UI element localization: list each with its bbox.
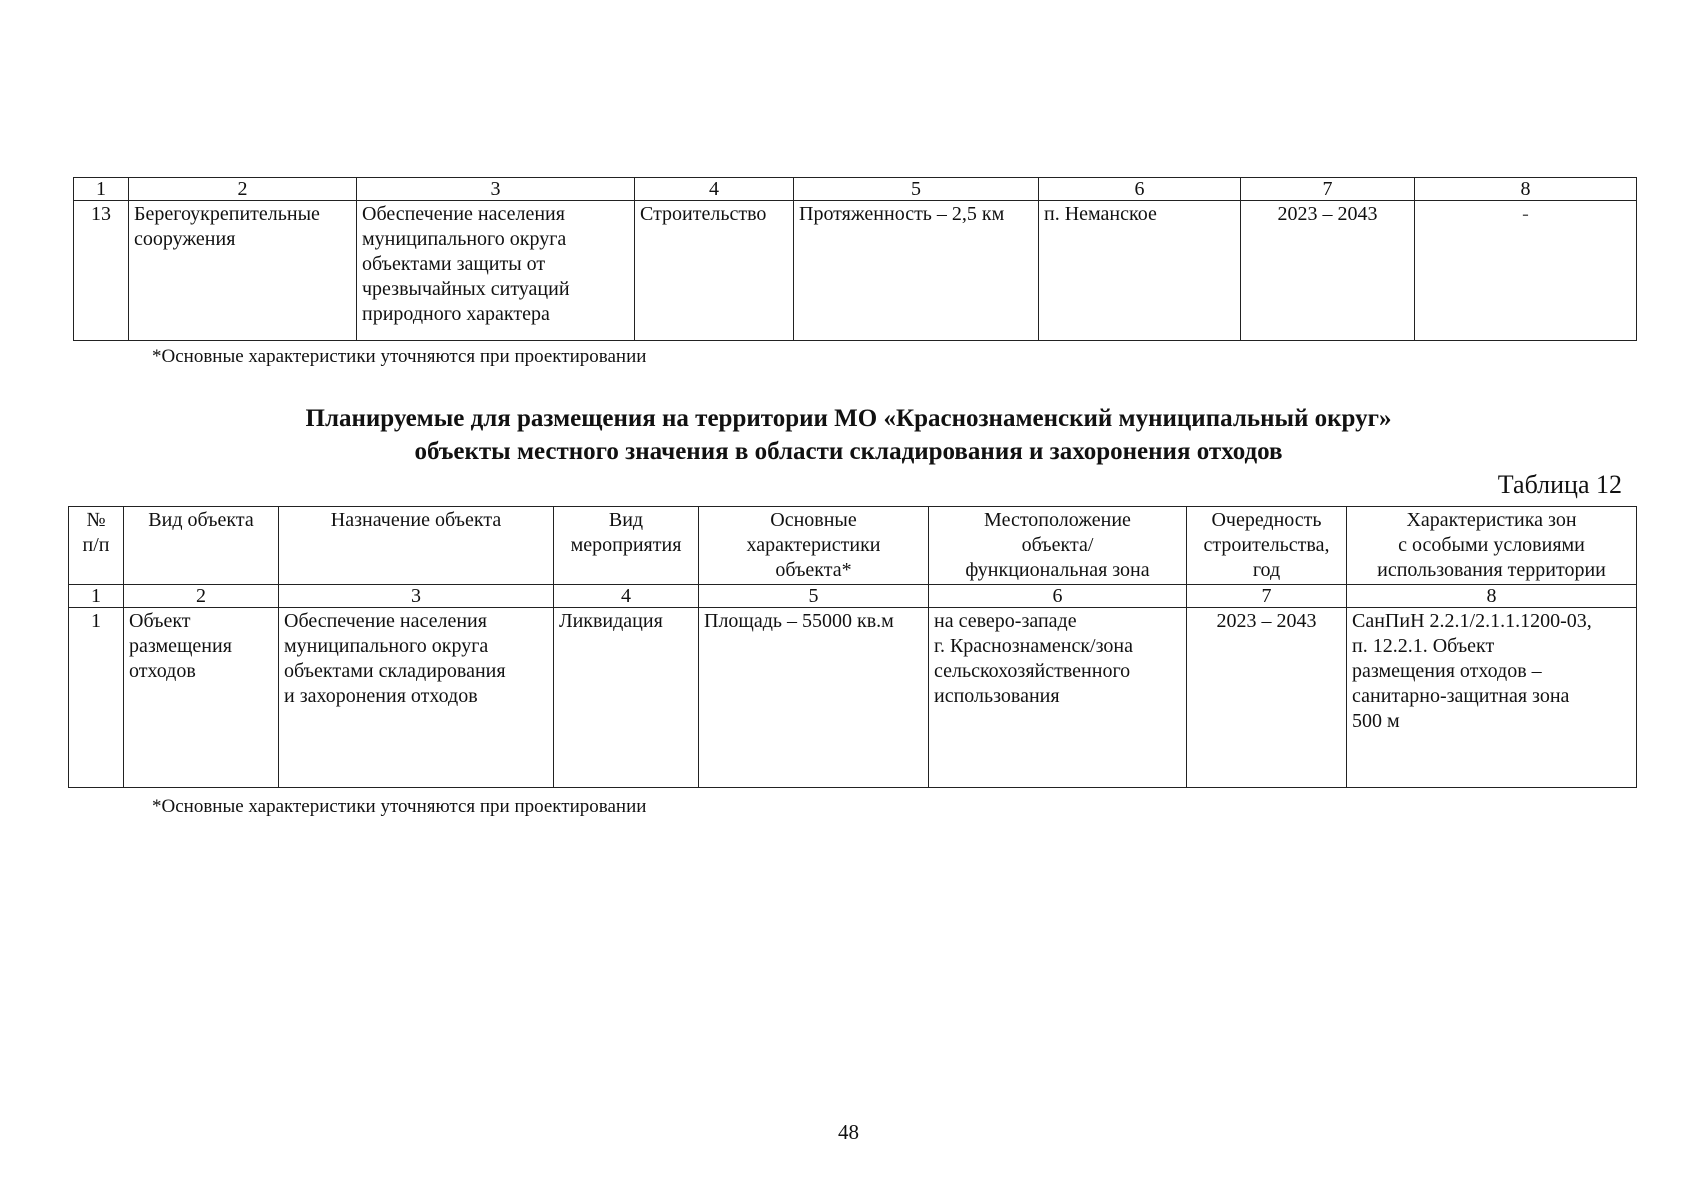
section-heading-line-1: Планируемые для размещения на территории МО «Краснознаменский муниципальный округ» [305, 405, 1392, 432]
page-number: 48 [838, 1120, 859, 1144]
special-zones-cell: - [1415, 201, 1637, 341]
footnote: *Основные характеристики уточняются при проектировании [152, 796, 647, 817]
column-number: 4 [635, 178, 794, 201]
column-number: 2 [124, 585, 279, 608]
header-number: № п/п [69, 507, 124, 585]
column-number: 3 [279, 585, 554, 608]
row-number-cell: 1 [69, 608, 124, 788]
column-number-row [74, 178, 1637, 201]
column-number: 2 [129, 178, 357, 201]
header-row [69, 507, 1637, 585]
header-object-purpose: Назначение объекта [279, 507, 554, 585]
footnote: *Основные характеристики уточняются при проектировании [152, 346, 647, 367]
location-cell: на северо-западе г. Краснознаменск/зона сельскохозяйственного использования [929, 608, 1187, 788]
object-purpose-cell: Обеспечение населения муниципального округа объектами складирования и захоронения отходов [279, 608, 554, 788]
object-purpose-cell: Обеспечение населения муниципального округа объектами защиты от чрезвычайных ситуаций природного характера [357, 201, 635, 341]
event-type-cell: Ликвидация [554, 608, 699, 788]
column-number-row [69, 585, 1637, 608]
table-row [74, 201, 1637, 341]
column-number: 4 [554, 585, 699, 608]
header-special-zones: Характеристика зон с особыми условиями использования территории [1347, 507, 1637, 585]
location-cell: п. Неманское [1039, 201, 1241, 341]
main-characteristics-cell: Площадь – 55000 кв.м [699, 608, 929, 788]
column-number: 8 [1415, 178, 1637, 201]
construction-period-cell: 2023 – 2043 [1241, 201, 1415, 341]
header-location: Местоположение объекта/ функциональная зона [929, 507, 1187, 585]
column-number: 7 [1241, 178, 1415, 201]
column-number: 6 [1039, 178, 1241, 201]
column-number: 8 [1347, 585, 1637, 608]
header-construction-period: Очередность строительства, год [1187, 507, 1347, 585]
table-row [69, 608, 1637, 788]
object-type-cell: Объект размещения отходов [124, 608, 279, 788]
event-type-cell: Строительство [635, 201, 794, 341]
table-waste-objects [68, 506, 1637, 788]
object-type-cell: Берегоукрепительные сооружения [129, 201, 357, 341]
column-number: 5 [794, 178, 1039, 201]
column-number: 1 [69, 585, 124, 608]
column-number: 5 [699, 585, 929, 608]
header-event-type: Вид мероприятия [554, 507, 699, 585]
section-heading-line-2: объекты местного значения в области складирования и захоронения отходов [414, 438, 1283, 465]
row-number-cell: 13 [74, 201, 129, 341]
column-number: 1 [74, 178, 129, 201]
special-zones-cell: СанПиН 2.2.1/2.1.1.1200-03, п. 12.2.1. Объект размещения отходов – санитарно-защитная зона 500 м [1347, 608, 1637, 788]
column-number: 6 [929, 585, 1187, 608]
table-objects-continuation [73, 177, 1637, 341]
column-number: 3 [357, 178, 635, 201]
header-main-characteristics: Основные характеристики объекта* [699, 507, 929, 585]
main-characteristics-cell: Протяженность – 2,5 км [794, 201, 1039, 341]
table-label: Таблица 12 [1497, 470, 1622, 499]
construction-period-cell: 2023 – 2043 [1187, 608, 1347, 788]
column-number: 7 [1187, 585, 1347, 608]
header-object-type: Вид объекта [124, 507, 279, 585]
